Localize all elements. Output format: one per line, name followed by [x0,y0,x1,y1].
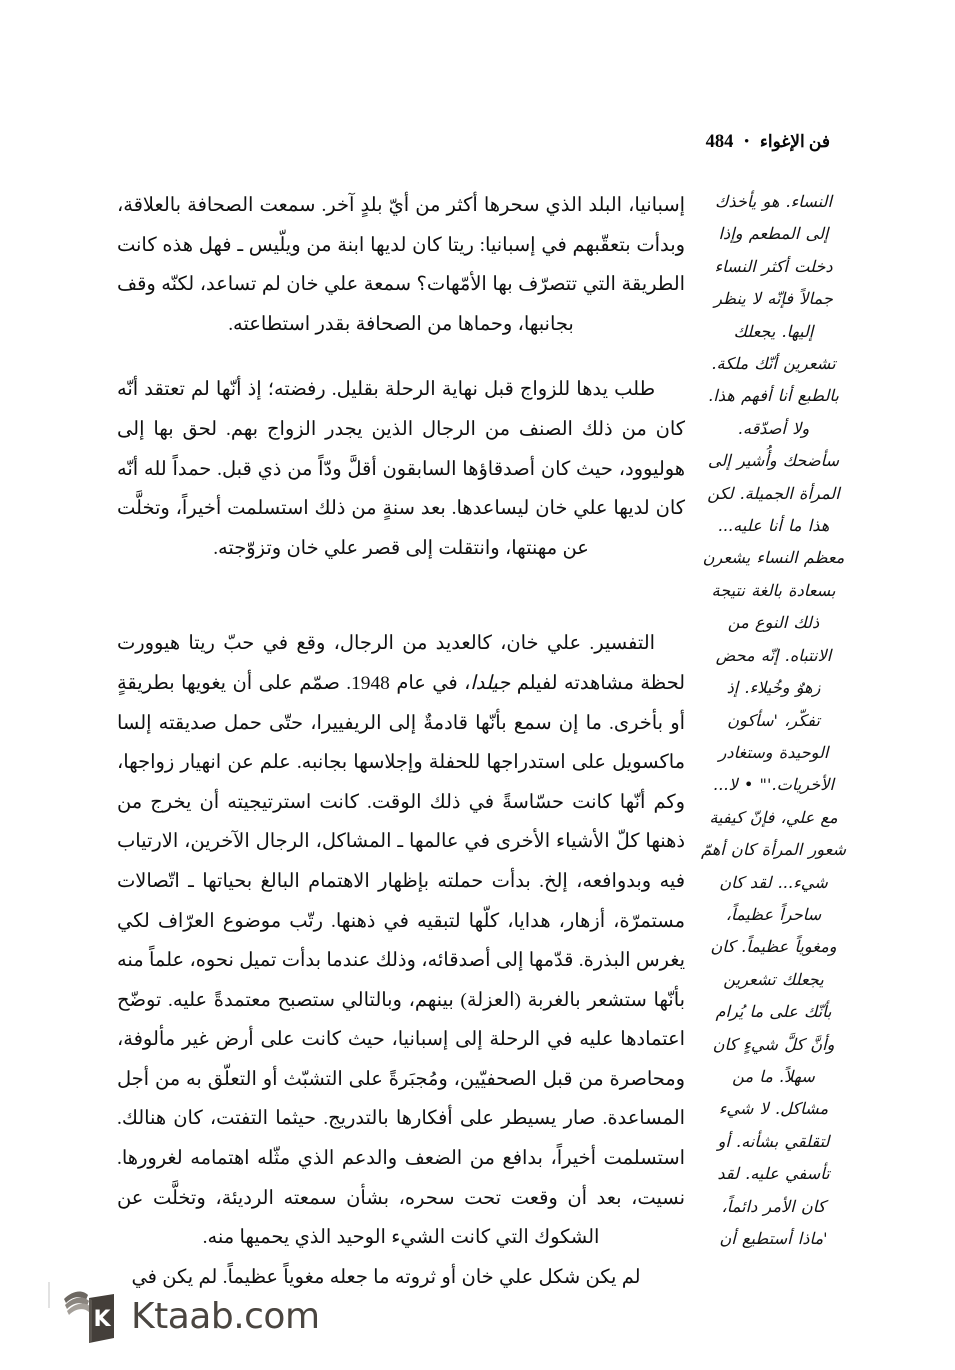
margin-quote-line: الأخريات.'" • لا... [713,775,834,795]
margin-quote-line: لتقلقي بشأنه. أو [717,1131,830,1151]
interpretation-label: التفسير. [589,633,655,655]
margin-quote-line: شعور المرأة كان أهمّ [700,840,847,860]
margin-quote-line: جمالاً فإنّه لا ينظر [714,289,833,309]
margin-quote-line: ساحراً عظيماً، [725,904,822,924]
margin-quote-line: ولا أصدّقه. [737,418,810,438]
margin-quote-line: كان الأمر دائماً، [721,1196,826,1216]
header-separator-dot: • [744,133,749,148]
paragraph-interpretation [117,624,685,1258]
margin-quote-line: ذلك النوع من [727,613,820,633]
margin-quote-line: سأضحك وأُشير إلى [707,451,840,471]
interpretation-text-part1: علي خان، كالعديد من الرجال، وقع في حبّ ريتا هيوورت لحظة مشاهدته لفيلم [117,633,686,694]
margin-quote-line: المرأة الجميلة. لكن [707,483,840,503]
margin-quote-line: 'ماذا أستطيع أن [719,1229,828,1248]
margin-quote-line: الانتباه. إنّه محض [715,645,832,665]
site-watermark [62,1286,320,1348]
margin-quote-line: وأنَّ كلَّ شيءٍ كان [712,1034,835,1054]
margin-quote-line: تأسفي عليه. لقد [717,1164,830,1184]
margin-quote-line: سهلاً. ما من [732,1066,815,1086]
margin-quote-line: بالطبع أنا أفهم هذا. [708,386,839,406]
margin-quote-column [692,186,855,1255]
margin-quote-line: ومغوياً عظيماً. كان [710,937,837,957]
paragraph-2: طلب يدها للزواج قبل نهاية الرحلة بقليل. رفضته؛ إذ أنّها لم تعتقد أنّه كان من ذلك الصنف من الرجال الذين يجدر الزواج بهم. لحق بها إلى هوليوود، حيث كان أصدقاؤها السابقون أقلَّ ودّاً من ذي قبل. حمداً لله أنّه كان لديها علي خان ليساعدها. بعد سنةٍ من ذلك استسلمت أخيراً، وتخلَّت عن مهنتها، وانتقلت إلى قصر علي خان وتزوّجته. [117,379,685,559]
film-title: جيلدا [470,672,511,694]
paragraph-1: إسبانيا، البلد الذي سحرها أكثر من أيّ بلدٍ آخر. سمعت الصحافة بالعلاقة، وبدأت بتعقّبهم في إسبانيا: ريتا كان لديها ابنة من ويلّيس ـ فهل هذه كانت الطريقة التي تتصرّف بها الأمّهات؟ سمعة علي خان لم تساعد، لكنّه وقف بجانبها، وحماها من الصحافة بقدر استطاعته. [117,195,685,335]
margin-quote-line: تفكّر، 'سأكون [727,710,820,730]
svg-text:K: K [93,1307,111,1332]
book-logo-icon [62,1286,120,1348]
paragraph-spacer [117,344,685,370]
margin-quote-line: بأنّك على ما يُرام [715,1002,832,1022]
margin-quote-text [692,186,855,1255]
page-number: 484 [705,132,734,152]
main-text-column [117,186,685,1297]
margin-quote-line: الوحيدة وستغادر [718,742,829,762]
margin-quote-line: إلى المطعم وإذا [718,224,829,244]
running-header [706,132,830,153]
margin-quote-line: مشاكل. لا شيء [718,1099,829,1119]
margin-quote-line: مع علي، فإنّ كيفية [709,807,838,827]
margin-quote-line: معظم النساء يشعرن [702,548,845,568]
header-book-title: فن الإغواء [759,132,830,151]
margin-quote-line: النساء. هو يأخذك [715,192,832,211]
margin-quote-line: هذا ما أنا عليه... [717,516,830,536]
interpretation-text-part2: ، في عام 1948. صمّم على أن يغويها بطريقةٍ أو بأخرى. ما إن سمع بأنّها قادمةٌ إلى الريفييرا، حتّى حمل صديقته إلسا ماكسويل على استدراجها للحفلة وإجلاسها بجانبه. علم عن انهيار زواجها، وكم أنّها كانت حسّاسةً في ذلك الوقت. كانت استرتيجيته أن يخرج من ذهنها كلّ الأشياء الأخرى في عالمها ـ المشاكل، الرجال الآخرين، الارتياب فيه وبدوافعه، إلخ. بدأت حملته بإظهار الاهتمام البالغ بحياتها ـ اتّصالات مستمرّة، أزهار، هدايا، كلّها لتبقيه في ذهنها. رتّب موضوع العرّاف لكي يغرس البذرة. قدّمها إلى أصدقائه، وذلك عندما بدأت تميل نحوه، علماً منه بأنّها ستشعر بالغربة (العزلة) بينهم، وبالتالي ستصبح معتمدةً عليه. توضّح اعتمادها عليه في الرحلة إلى إسبانيا، حيث كانت على أرض غير مألوفة، ومحاصرة من قبل الصحفيّين، ومُجبَرةً على التشبّث أو التعلّق به من أجل المساعدة. صار يسيطر على أفكارها بالتدريج. حيثما التفتت، كان هنالك. استسلمت أخيراً، بدافع من الضعف والدعم الذي مثّله اهتمامه لغرورها. نسيت، بعد أن وقعت تحت سحره، بشأن سمعته الرديئة، وتخلَّت عن الشكوك التي كانت الشيء الوحيد الذي يحميها منه. [117,672,685,1249]
margin-quote-line: بسعادة بالغة نتيجة [711,580,836,600]
spine-mark [48,1282,50,1308]
margin-quote-line: زهوٌ وخُيلاء. إذ [726,678,821,698]
margin-quote-line: يجعلك تشعرين [723,969,824,989]
margin-quote-line: إليها. يجعلك [733,321,814,341]
watermark-site-name: Ktaab.com [131,1296,320,1337]
margin-quote-line: دخلت أكثر النساء [714,256,833,276]
margin-quote-line: تشعرين أنّك ملكة. [711,354,836,374]
paragraph-last: لم يكن شكل علي خان أو ثروته ما جعله مغوياً عظيماً. لم يكن في [131,1266,641,1288]
margin-quote-line: شيء... لقد كان [719,872,828,892]
section-spacer [117,568,685,624]
